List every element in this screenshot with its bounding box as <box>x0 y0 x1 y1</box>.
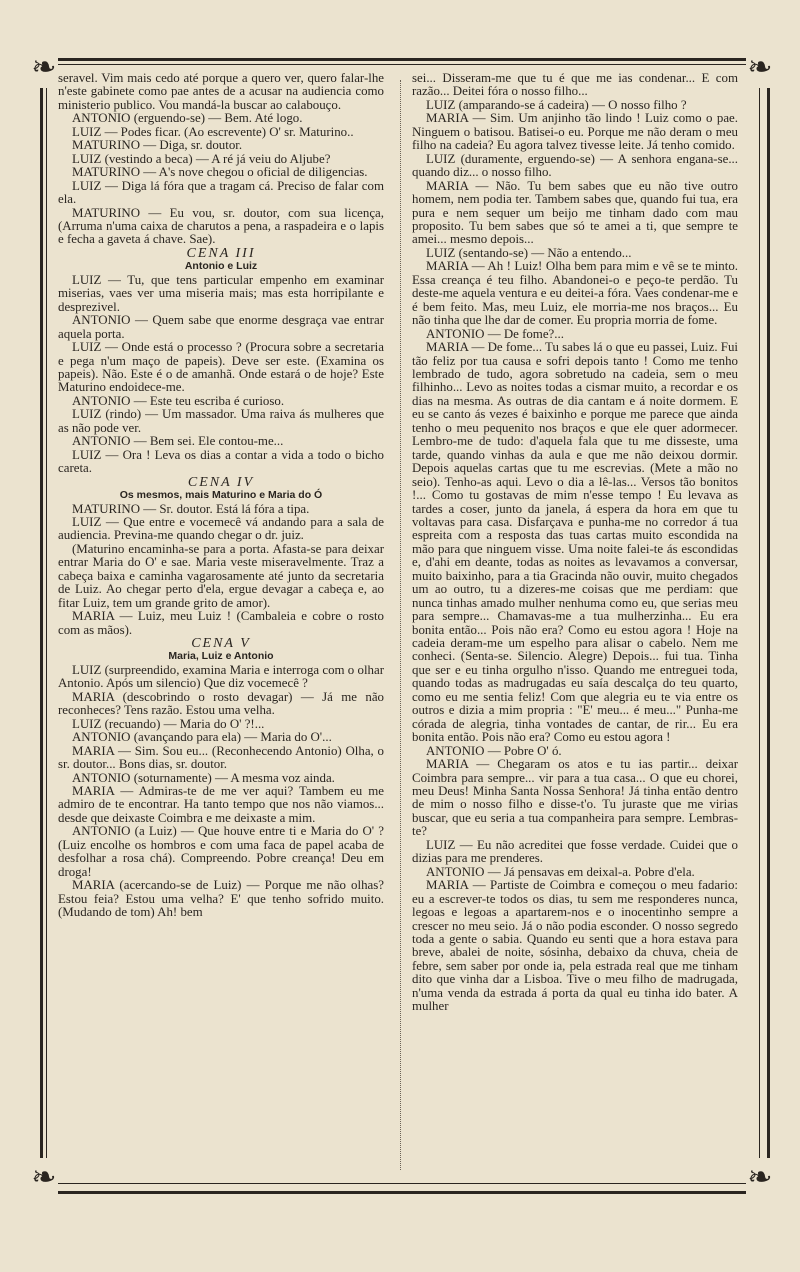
dialogue-paragraph: ANTONIO (a Luiz) — Que houve entre ti e Maria do O' ? (Luiz encolhe os hombros e com uma faca de papel acaba de desfolhar a rosa chá). Compreendo. Pobre creança! Deu em droga! <box>58 824 384 879</box>
dialogue-paragraph: MARIA — Luiz, meu Luiz ! (Cambaleia e cobre o rosto com as mãos). <box>58 609 384 637</box>
scene-characters: Antonio e Luiz <box>184 260 258 273</box>
scene-characters: Maria, Luiz e Antonio <box>168 650 274 663</box>
dialogue-paragraph: ANTONIO — De fome?... <box>426 326 564 341</box>
dialogue-paragraph: (Maturino encaminha-se para a porta. Afasta-se para deixar entrar Maria do O' e sae. Maria veste miseravelmente. Traz a cabeça baixa e caminha vagarosamente até junto da secretaria de Luiz. Ao chegar perto d'ela, ergue devagar a cabeça e, ao fitar Luiz, tem um grande grito de amor). <box>58 541 384 610</box>
dialogue-paragraph: ANTONIO — Quem sabe que enorme desgraça vae entrar aquela porta. <box>58 313 384 341</box>
column-divider <box>400 80 401 1170</box>
ornament-corner-bottom-right-icon: ❧ <box>746 1158 774 1198</box>
dialogue-paragraph: MARIA — De fome... Tu sabes lá o que eu passei, Luiz. Fui tão feliz por tua causa e sofri depois tanto ! Como me tenho lembrado de tudo, agora sobretudo na cadeia, sem o meu filhinho... Levo as noites todas a cismar muito, a recordar e os dias na mesma. As outras de dia cantam e á noite dormem. E eu se canto ás vezes é baixinho e porque me parece que ainda tenho o meu pequenito nos braços e que ele quer adormecer. Lembro-me de tudo: d'aquela fala que tu me disseste, uma tarde, quando vinhas da aula e que me não deixou dormir. Depois aquelas cartas que tu me escrevias. (Mete a mão no seio). Tenho-as aqui. Levo o dia a lê-las... Versos tão bonitos !... Como tu gostavas de mim n'esse tempo ! Eu levava as tardes a coser, junto da janela, á espera da hora em que tu voltavas para casa. Disfarçava e punha-me no corredor á tua espreita com a resposta das tuas cartas muito escondida na mão para que ninguem visse. Uma noite falei-te ás escondidas e, d'ahi em deante, todas as noites as levavamos a conversar, muito baixinho, para a tia Gracinda não ouvir, muito chegados um ao outro, tu a dizeres-me coisas que me perdiam: que nunca tinhas amado mulher nenhuma como eu, que serias meu para sempre... Chamavas-me a tua mulherzinha... Eu era bonita então... Pois não era? Como eu estou agora ! Hoje na cadeia deram-me um espelho para alisar o cabelo. Nem me conheci. (Senta-se. Silencio. Alegre) Depois... fui tua. Tinha que ser e eu tinha orgulho n'isso. Quando me entreguei toda, quando todas as madrugadas eu saía descalça do teu quarto, como eu me sentia feliz! Com que alegria eu te via entre os outros e dizia a mim propria : "E' meu... é meu..." Punha-me córada de alegria, tinha vontades de cantar, de rir... Eu era bonita então. Pois não era? Como eu estou agora ! <box>412 340 738 745</box>
dialogue-paragraph: MARIA — Sim. Um anjinho tão lindo ! Luiz como o pae. Ninguem o batisou. Batisei-o eu. Porque me não deram o meu filho na cadeia? Eu agora talvez tivesse leite. Já tenho comido. <box>412 111 738 153</box>
dialogue-paragraph: LUIZ — Onde está o processo ? (Procura sobre a secretaria e pega n'um maço de papeis). Deve ser este. (Examina os papeis). Não. Este é o de amanhã. Onde estará o de hoje? Este Maturino endoidece-me. <box>58 340 384 395</box>
dialogue-paragraph: LUIZ — Eu não acreditei que fosse verdade. Cuidei que o dizias para me prenderes. <box>412 837 738 866</box>
dialogue-paragraph: ANTONIO (erguendo-se) — Bem. Até logo. <box>72 111 303 126</box>
dialogue-paragraph: seravel. Vim mais cedo até porque a quero ver, quero falar-lhe n'este gabinete como pae antes de a acusar na audiencia como ministerio publico. Vou mandá-la buscar ao calabouço. <box>58 71 384 112</box>
dialogue-paragraph: MARIA — Partiste de Coimbra e começou o meu fadario: eu a escrever-te todos os dias, tu sem me responderes nunca, legoas e legoas a apartarem-nos e o inocentinho sempre a crescer no meu seio. Já o não podia esconder. O nosso segredo toda a gente o sabia. Quando eu senti que a hora estava para breve, abalei de noite, sósinha, debaixo da chuva, cheia de febre, sem saber por onde ia, pela estrada real que me tinham dito que vinha dar a Lisboa. Tive o meu filho de madrugada, n'uma venda da estrada á porta da qual eu tinha ido bater. A mulher <box>412 878 738 1014</box>
ornament-corner-top-left-icon: ❧ <box>30 48 58 88</box>
dialogue-paragraph: LUIZ — Que entre e vocemecê vá andando para a sala de audiencia. Previna-me quando chegar o dr. juiz. <box>58 514 384 543</box>
dialogue-paragraph: LUIZ — Podes ficar. (Ao escrevente) O' sr. Maturino.. <box>72 124 354 139</box>
dialogue-paragraph: MARIA — Chegaram os atos e tu ias partir... deixar Coimbra para sempre... vir para a tua casa... O que eu chorei, meu Deus! Minha Santa Nossa Senhora! Já tinha então dentro de mim o nosso filho e disse-t'o. Tu juraste que me virias buscar, que eu seria a tua companheira para sempre. Lembras-te? <box>412 757 738 839</box>
dialogue-paragraph: MATURINO — Diga, sr. doutor. <box>72 138 243 153</box>
dialogue-paragraph: ANTONIO — Este teu escriba é curioso. <box>72 393 285 408</box>
dialogue-paragraph: LUIZ — Ora ! Leva os dias a contar a vida a todo o bicho careta. <box>58 447 384 476</box>
dialogue-paragraph: LUIZ (rindo) — Um massador. Uma raiva ás mulheres que as não pode ver. <box>58 407 384 435</box>
left-column <box>58 72 384 920</box>
ornament-corner-top-right-icon: ❧ <box>746 48 774 88</box>
scene-heading: CENA III <box>186 245 256 261</box>
dialogue-paragraph: LUIZ (surpreendido, examina Maria e interroga com o olhar Antonio. Após um silencio) Que diz vocemecê ? <box>58 662 384 691</box>
dialogue-paragraph: LUIZ (recuando) — Maria do O' ?!... <box>72 716 265 731</box>
dialogue-paragraph: LUIZ (sentando-se) — Não a entendo... <box>426 245 632 260</box>
scene-heading: CENA V <box>191 636 251 652</box>
dialogue-paragraph: MARIA — Ah ! Luiz! Olha bem para mim e vê se te minto. Essa creança é teu filho. Abandonei-o e peço-te perdão. Tu deste-me aquela ventura e eu deitei-a fóra. Vaes condenar-me e é bem feito. Mas, meu Luiz, ele morria-me nos braços... Eu não tinha que lhe dar de comer. Eu propria morria de fome. <box>412 259 738 328</box>
dialogue-paragraph: sei... Disseram-me que tu é que me ias condenar... E com razão... Deitei fóra o nosso filho... <box>412 71 738 99</box>
ornament-corner-bottom-left-icon: ❧ <box>30 1158 58 1198</box>
dialogue-paragraph: LUIZ (duramente, erguendo-se) — A senhora engana-se... quando diz... o nosso filho. <box>412 151 738 180</box>
dialogue-paragraph: MARIA (descobrindo o rosto devagar) — Já me não reconheces? Tens razão. Estou uma velha. <box>58 689 384 718</box>
dialogue-paragraph: ANTONIO (avançando para ela) — Maria do O'... <box>72 730 332 745</box>
dialogue-paragraph: LUIZ (amparando-se á cadeira) — O nosso filho ? <box>426 97 687 112</box>
dialogue-paragraph: MATURINO — Sr. doutor. Está lá fóra a tipa. <box>72 501 310 516</box>
scene-characters: Os mesmos, mais Maturino e Maria do Ó <box>119 489 323 502</box>
dialogue-paragraph: MARIA (acercando-se de Luiz) — Porque me não olhas? Estou feia? Estou uma velha? E' que tenho sofrido muito. (Mudando de tom) Ah! bem <box>58 878 384 920</box>
dialogue-paragraph: ANTONIO — Pobre O' ó. <box>426 743 562 758</box>
dialogue-paragraph: MARIA — Sim. Sou eu... (Reconhecendo Antonio) Olha, o sr. doutor... Bons dias, sr. doutor. <box>58 743 384 772</box>
dialogue-paragraph: MARIA — Admiras-te de me ver aqui? Tambem eu me admiro de te encontrar. Ha tanto tempo que nos não viamos... desde que deixaste Coimbra e me deixaste a mim. <box>58 784 384 825</box>
dialogue-paragraph: LUIZ — Tu, que tens particular empenho em examinar miserias, vaes ver uma miseria mais; mas esta horripilante e desprezivel. <box>58 272 384 314</box>
dialogue-paragraph: ANTONIO (soturnamente) — A mesma voz ainda. <box>72 770 335 785</box>
right-column <box>412 72 738 1014</box>
dialogue-paragraph: LUIZ — Diga lá fóra que a tragam cá. Preciso de falar com ela. <box>58 178 384 207</box>
scene-heading: CENA IV <box>187 474 255 490</box>
dialogue-paragraph: LUIZ (vestindo a beca) — A ré já veiu do Aljube? <box>72 151 331 166</box>
dialogue-paragraph: MARIA — Não. Tu bem sabes que eu não tive outro homem, nem podia ter. Tambem sabes que, quando fui tua, era pura e nem sequer um beijo me tinham dado com mau proposito. Tu bem sabes que só te amei a ti, que sempre te amei... mesmo depois... <box>412 178 738 247</box>
dialogue-paragraph: MATURINO — Eu vou, sr. doutor, com sua licença, (Arruma n'uma caixa de charutos a pena, a raspadeira e o lapis e fecha a gaveta á chave. Sae). <box>58 205 384 247</box>
dialogue-paragraph: ANTONIO — Bem sei. Ele contou-me... <box>72 434 284 449</box>
dialogue-paragraph: ANTONIO — Já pensavas em deixal-a. Pobre d'ela. <box>426 864 695 879</box>
dialogue-paragraph: MATURINO — A's nove chegou o oficial de diligencias. <box>72 165 368 180</box>
